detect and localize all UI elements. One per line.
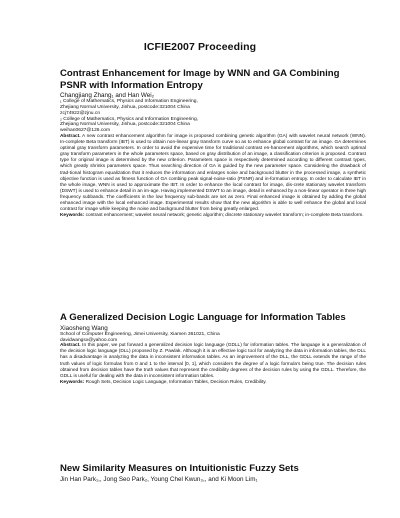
paper-entry [60,312,366,386]
proceeding-title: ICFIE2007 Proceeding [143,41,257,53]
abstract-text: A new contrast enhancement algorithm for image is proposed combining genetic algorithm (GA) with wavelet neural network (WNN). In-complete Beta transform (IBT) is used to obtain non-linear gray transform curve so as to enhance global contrast for an image. GA determines optimal gray transform parameters. In order to avoid the expensive time for traditional contrast en-hancement algorithms, which search optimal gray transform parameters in the whole parameters space, based on gray distribution of an image, a classification criterion is proposed. Contrast type for original image is determined by the new criterion. Parameters space is respectively determined according to different contrast types, which greatly shrinks parameters space. Thus searching direction of GA is guided by the new parameter space. Considering the drawback of trad-tional histogram equalization that it reduces the information and enlarges noise and background blutter in the processed image, a synthetic objective function is used as fitness function of GA combing peak signal-noise-ratio (PSNR) and in-formation entropy. In order to calculate IBT in the whole image, WNN is used to approximate the IBT. In order to enhance the local contrast for image, dis-crete stationary wavelet transform (DSWT) is used to enhance detail in an im-age. Having implemented DSWT to an image, detail is enhanced by a non-linear operator in three high frequency subbands. The coefficients in the low frequency sub-bands are set as zero. Final enhanced image is obtained by adding the global enhanced image with the local enhanced image. Experimental results show that the new algorithm is able to well enhance the global and local contrast for image while keeping the noise and background blutter from being greatly enlarged. [60,133,366,213]
abstract-text: In this paper, we put forward a generalized decision logic language (GDLL) for information tables. The language is a generalization of the decision logic language (DLL) proposed by Z. Pawlak. Although it is an effective logic tool for analyzing the data in information tables, the DLL has a disadvantage in analyzing the data in inconsistent information tables. As an improvement of the DLL, the GDLL extends the range of the truth values of logic formulas from 0 and 1 to the interval [0, 1], which considers the degree of a logic formula's being true. The decision rules obtained from decision tables have the truth values that represent the credibility degrees of the decision rules by using the GDLL. Therefore, the GDLL is useful for dealing with the data in inconsistent information tables. [60,343,367,379]
paper-abstract [60,134,366,213]
affiliation-line: ₂ College of Mathematics, Physics and Information Engineering, [60,116,199,122]
paper-keywords [60,213,366,219]
affiliation-line: ₁ College of Mathematics, Physics and Information Engineering, [60,99,198,105]
keywords-label: Keywords: [60,379,85,385]
paper-entry [60,68,366,219]
keywords-text: contrast enhancement; wavelet neural network; genetic algorithm; discrete stationary wavelet transform; in-complete Beta transform. [85,213,364,219]
paper-authors: Xiaosheng Wang [60,324,108,332]
author-email: weihan0627@126.com [60,128,111,134]
author-email: zcj74922@zjnu.cn [60,110,101,116]
paper-entry [60,463,366,483]
abstract-label: Abstract. [60,133,81,139]
paper-abstract [60,343,366,380]
paper-authors: Jin Han Park₁,, Jong Seo Park₂, Young Chel Kwun₃,, and Ki Moon Lim₁ [60,475,258,483]
paper-title: A Generalized Decision Logic Language for Information Tables [60,312,346,323]
paper-title: New Similarity Measures on Intuitionistic Fuzzy Sets [60,463,299,474]
affiliation-line: School of Computer Engineering, Jimei University, Xiamen 361021, China [60,331,220,337]
abstract-label: Abstract. [60,343,81,349]
paper-title: Contrast Enhancement for Image by WNN and GA Combining PSNR with Information Entropy [60,68,340,91]
affiliation-line: Zhejiang Normal University, Jinhua, postcode:321004 China [60,105,190,110]
keywords-text: Rough Sets, Decision Logic Language, Information Tables, Decision Rules, Credibility. [85,379,267,385]
author-email: davidwangsx@yahoo.com [60,337,118,343]
paper-keywords [60,380,366,386]
affiliation-line: Zhejiang Normal University, Jinhua, postcode:321004 China [60,122,190,128]
paper-authors: Changjiang Zhang₁ and Han Wei₂ [60,92,155,99]
keywords-label: Keywords: [60,213,85,219]
